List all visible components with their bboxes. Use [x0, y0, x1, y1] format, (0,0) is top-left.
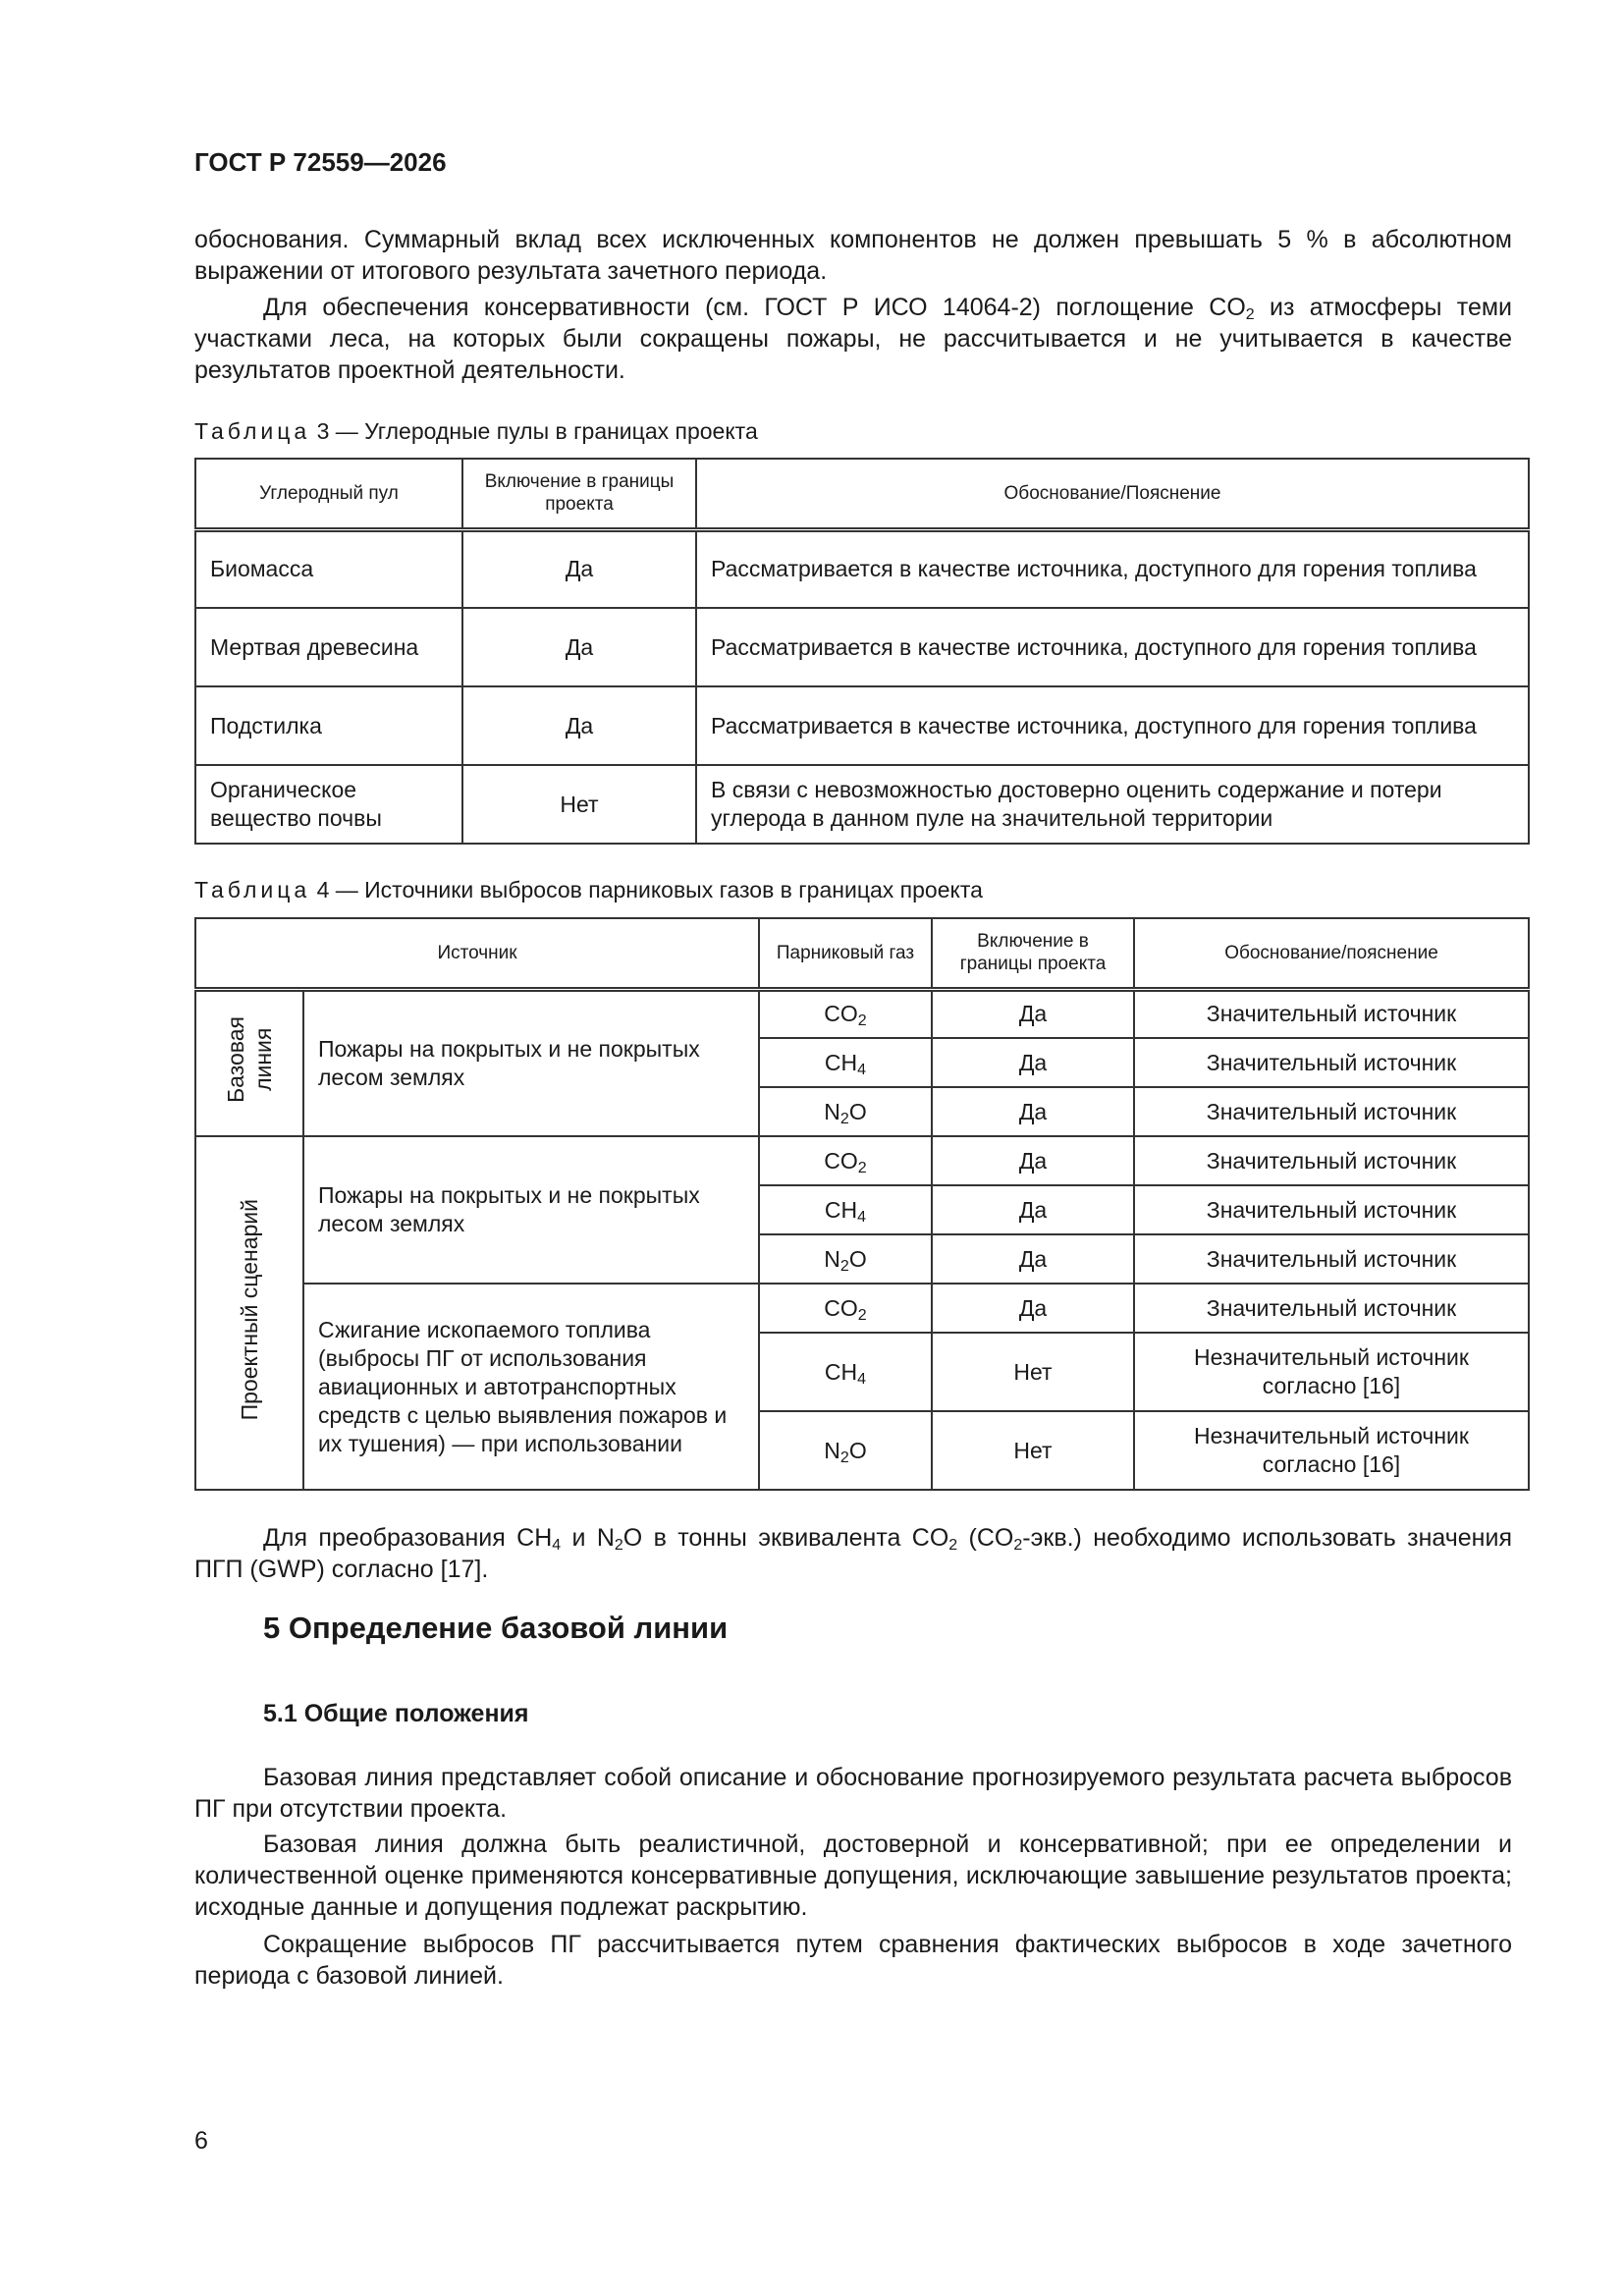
table3-cell-included: Да — [462, 529, 696, 608]
table4-cell-reason: Незначительный источник согласно [16] — [1134, 1411, 1529, 1490]
table-row — [195, 529, 1529, 608]
table4-header-reason: Обоснование/пояснение — [1134, 918, 1529, 989]
table3-header-reason: Обоснование/Пояснение — [696, 459, 1529, 529]
table3-cell-reason: Рассматривается в качестве источника, доступного для горения топлива — [696, 686, 1529, 765]
table-row — [195, 1284, 1529, 1333]
table-row — [195, 608, 1529, 686]
table4-cell-included: Нет — [932, 1333, 1134, 1411]
table-row — [195, 1136, 1529, 1185]
table4-header-row — [195, 918, 1529, 989]
table3-carbon-pools — [194, 458, 1530, 845]
table4-gas-ch4: $CH_4$ — [759, 1185, 932, 1234]
table4-cell-reason: Значительный источник — [1134, 1185, 1529, 1234]
table4-header-included: Включение в границы проекта — [932, 918, 1134, 989]
table-row — [195, 765, 1529, 844]
table4-cell-reason: Значительный источник — [1134, 989, 1529, 1038]
table4-cell-included: Да — [932, 1284, 1134, 1333]
table4-gas-ch4: $CH_4$ — [759, 1038, 932, 1087]
intro-paragraph-1: обоснования. Суммарный вклад всех исключенных компонентов не должен превышать 5 % в абсолютном выражении от итогового результата зачетного периода. — [194, 226, 1512, 285]
table4-cell-reason: Значительный источник — [1134, 1087, 1529, 1136]
table4-cell-included: Нет — [932, 1411, 1134, 1490]
section-5-paragraph-3: Сокращение выбросов ПГ рассчитывается путем сравнения фактических выбросов в ходе зачетного периода с базовой линией. — [194, 1931, 1512, 1990]
table-row — [195, 989, 1529, 1038]
intro-paragraph-2: Для обеспечения консервативности (см. ГОСТ Р ИСО 14064-2) поглощение $CO_2$ из атмосферы теми участками леса, на которых были сокращены пожары, не рассчитывается и не учитывается в качестве результатов проектной деятельности. — [194, 294, 1513, 384]
section-5-paragraph-2: Базовая линия должна быть реалистичной, достоверной и консервативной; при ее определении и количественной оценке применяются консервативные допущения, исключающие завышение результатов проекта; исходные данные и допущения подлежат раскрытию. — [194, 1831, 1512, 1921]
after-table-paragraph: Для преобразования $CH_4$ и $N_2O$ в тонны эквивалента $CO_2$ $(CO_2-экв.)$ необходимо использовать значения ПГП (GWP) согласно [17]. — [194, 1524, 1512, 1583]
table4-cell-included: Да — [932, 1234, 1134, 1284]
table3-cell-reason: Рассматривается в качестве источника, доступного для горения топлива — [696, 608, 1529, 686]
table4-gas-n2o: $N_2O$ — [759, 1411, 932, 1490]
table4-cell-reason: Значительный источник — [1134, 1284, 1529, 1333]
table3-caption: Таблица 3 — Углеродные пулы в границах проекта — [194, 418, 758, 444]
section-5-paragraph-1: Базовая линия представляет собой описание и обоснование прогнозируемого результата расчета выбросов ПГ при отсутствии проекта. — [194, 1764, 1512, 1823]
table4-cell-included: Да — [932, 989, 1134, 1038]
page-number: 6 — [194, 2127, 208, 2155]
table3-cell-included: Да — [462, 608, 696, 686]
table4-header-gas: Парниковый газ — [759, 918, 932, 989]
table4-gas-co2: $CO_2$ — [759, 1284, 932, 1333]
table4-cell-reason: Незначительный источник согласно [16] — [1134, 1333, 1529, 1411]
table4-group-project: Проектный сценарий — [195, 1136, 303, 1490]
document-header: ГОСТ Р 72559—2026 — [194, 147, 447, 177]
table3-header-included: Включение в границы проекта — [462, 459, 696, 529]
table4-ghg-sources — [194, 917, 1530, 1491]
table4-cell-reason: Значительный источник — [1134, 1038, 1529, 1087]
table4-gas-co2: $CO_2$ — [759, 1136, 932, 1185]
table3-cell-included: Нет — [462, 765, 696, 844]
table3-cell-pool: Подстилка — [195, 686, 462, 765]
table3-cell-reason: Рассматривается в качестве источника, доступного для горения топлива — [696, 529, 1529, 608]
table4-header-source: Источник — [195, 918, 759, 989]
table4-cell-reason: Значительный источник — [1134, 1234, 1529, 1284]
table3-header-pool: Углеродный пул — [195, 459, 462, 529]
table4-source-fuel: Сжигание ископаемого топлива (выбросы ПГ от использования авиационных и автотранспортных средств с целью выявления пожаров и их тушения) — при использовании — [303, 1284, 759, 1490]
section-5-title: 5 Определение базовой линии — [263, 1611, 729, 1645]
table4-cell-included: Да — [932, 1136, 1134, 1185]
table4-cell-included: Да — [932, 1185, 1134, 1234]
table4-gas-n2o: $N_2O$ — [759, 1087, 932, 1136]
table4-cell-reason: Значительный источник — [1134, 1136, 1529, 1185]
table3-header-row — [195, 459, 1529, 529]
table-row — [195, 686, 1529, 765]
table4-source-fires-project: Пожары на покрытых и не покрытых лесом землях — [303, 1136, 759, 1284]
table3-cell-pool: Биомасса — [195, 529, 462, 608]
table4-cell-included: Да — [932, 1038, 1134, 1087]
table4-cell-included: Да — [932, 1087, 1134, 1136]
section-5-1-title: 5.1 Общие положения — [263, 1700, 529, 1727]
table4-gas-ch4: $CH_4$ — [759, 1333, 932, 1411]
table4-group-baseline: Базовая линия — [195, 989, 303, 1136]
table3-cell-pool: Мертвая древесина — [195, 608, 462, 686]
table3-cell-reason: В связи с невозможностью достоверно оценить содержание и потери углерода в данном пуле на значительной территории — [696, 765, 1529, 844]
table4-gas-co2: $CO_2$ — [759, 989, 932, 1038]
table3-cell-pool: Органическое вещество почвы — [195, 765, 462, 844]
table4-source-fires-baseline: Пожары на покрытых и не покрытых лесом землях — [303, 989, 759, 1136]
table3-cell-included: Да — [462, 686, 696, 765]
table4-caption: Таблица 4 — Источники выбросов парниковых газов в границах проекта — [194, 877, 983, 902]
table4-gas-n2o: $N_2O$ — [759, 1234, 932, 1284]
